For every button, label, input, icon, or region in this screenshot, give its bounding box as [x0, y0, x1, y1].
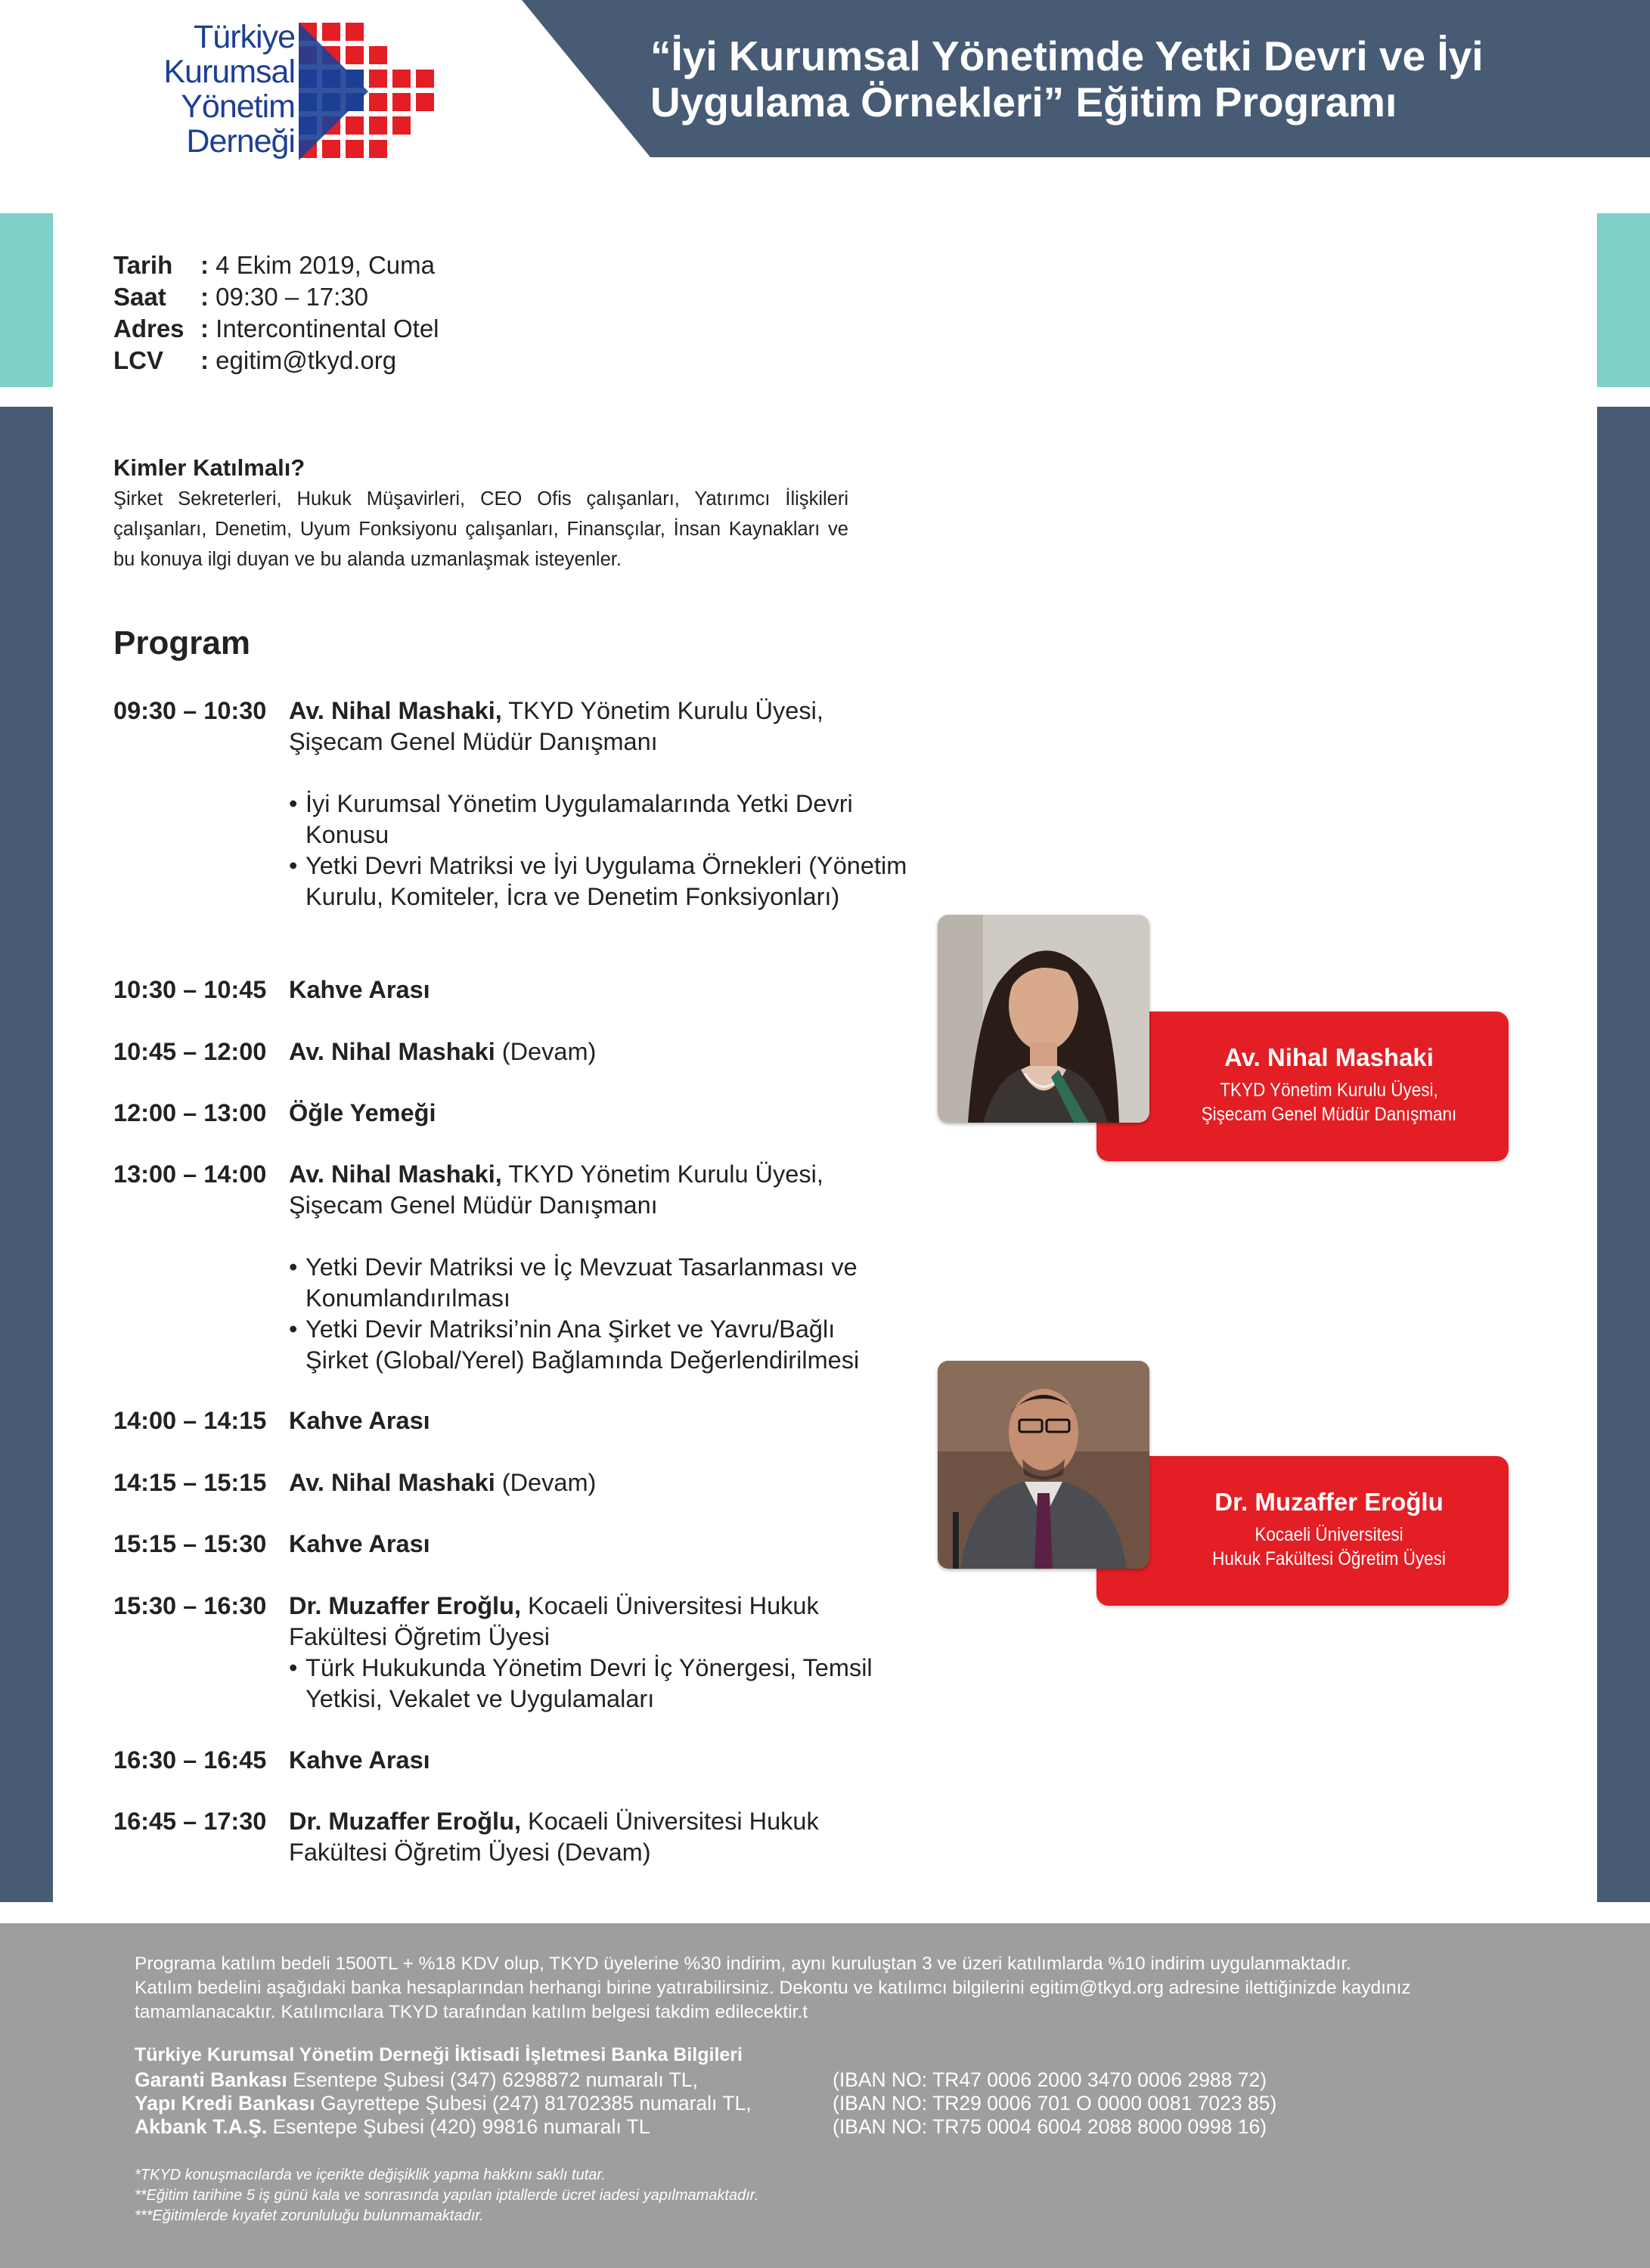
speaker-photo-1 — [938, 915, 1149, 1123]
topic-item: • Yetki Devir Matriksi’nin Ana Şirket ve Yavru/Bağlı Şirket (Global/Yerel) Bağlamında Değerlendirilmesi — [289, 1315, 860, 1374]
speaker-card-1 — [1096, 1012, 1509, 1161]
speaker-photo-2 — [938, 1361, 1149, 1569]
bank-row: Garanti Bankası Esentepe Şubesi (347) 6298872 numaralı TL, (IBAN NO: TR47 0006 2000 3470 0006 2988 72) — [135, 2068, 1267, 2091]
audience-text: Şirket Sekreterleri, Hukuk Müşavirleri, CEO Ofis çalışanları, Yatırımcı İlişkileri çalışanları, Denetim, Uyum Fonksiyonu çalışanları, Finansçılar, İnsan Kaynakları ve bu konuya ilgi duyan ve bu alanda uzmanlaşmak isteyenler. — [113, 488, 848, 570]
program-entry: 16:30 – 16:45 Kahve Arası — [113, 1746, 430, 1774]
speaker-role: TKYD Yönetim Kurulu Üyesi, Şişecam Genel Müdür Danışmanı — [1201, 1080, 1457, 1125]
left-slate-bar — [0, 407, 53, 1902]
program-entry: 14:15 – 15:15 Av. Nihal Mashaki (Devam) — [113, 1469, 597, 1496]
footer — [0, 1923, 1650, 2268]
program-title: Program — [113, 624, 250, 662]
program-entry: 10:30 – 10:45 Kahve Arası — [113, 976, 430, 1003]
logo-text: Türkiye Kurumsal Yönetim Derneği — [163, 19, 295, 160]
info-row-time: Saat : 09:30 – 17:30 — [113, 283, 369, 311]
program-entry: 15:15 – 15:30 Kahve Arası — [113, 1530, 430, 1557]
audience-section — [113, 452, 848, 575]
program-entry: 16:45 – 17:30 Dr. Muzaffer Eroğlu, Kocaeli Üniversitesi Hukuk Fakültesi Öğretim Üyesi (Devam) — [113, 1808, 819, 1866]
program-entry: 15:30 – 16:30 Dr. Muzaffer Eroğlu, Kocaeli Üniversitesi Hukuk Fakültesi Öğretim Üyesi • Türk Hukukunda Yönetim Devri İç Yönergesi, Temsil Yetkisi, Vekalet ve Uygulamaları — [113, 1591, 915, 1715]
speaker-name: Dr. Muzaffer Eroğlu — [1214, 1488, 1444, 1516]
speaker-role: Kocaeli Üniversitesi Hukuk Fakültesi Öğretim Üyesi — [1212, 1524, 1446, 1569]
logo-grid-icon — [299, 23, 435, 160]
program-entry: 12:00 – 13:00 Öğle Yemeği — [113, 1099, 436, 1126]
bank-row: Akbank T.A.Ş. Esentepe Şubesi (420) 99816 numaralı TL (IBAN NO: TR75 0004 6004 2088 8000 0998 16) — [135, 2115, 1267, 2138]
audience-title: Kimler Katılmalı? — [113, 454, 305, 481]
fee-info: Programa katılım bedeli 1500TL + %18 KDV olup, TKYD üyelerine %30 indirim, aynı kuruluştan 3 ve üzeri katılımlarda %10 indirim uygulanmaktadır. Katılım bedelini aşağıdaki banka hesaplarından herhangi birine yatırabilirsiniz. Dekontu ve katılımcı bilgilerini egitim@tkyd.org adresine ilettiğinizde kaydınız tamamlanacaktır. Katılımcılara TKYD tarafından katılım belgesi takdim edilecektir.t — [135, 1954, 1411, 2022]
bank-row: Yapı Kredi Bankası Gayrettepe Şubesi (247) 81702385 numaralı TL, (IBAN NO: TR29 0006 701 O 0000 0081 7023 85) — [135, 2092, 1277, 2115]
info-row-rsvp: LCV : egitim@tkyd.org — [113, 345, 439, 376]
bank-list — [135, 2068, 1276, 2139]
right-slate-bar — [1597, 407, 1650, 1902]
left-teal-bar — [0, 213, 53, 387]
info-row-date: Tarih : 4 Ekim 2019, Cuma — [113, 251, 435, 279]
program-entry: 14:00 – 14:15 Kahve Arası — [113, 1407, 430, 1434]
footnotes: *TKYD konuşmacılarda ve içerikte değişiklik yapma hakkını saklı tutar. **Eğitim tarihine 5 iş günü kala ve sonrasında yapılan iptallerde ücret iadesi yapılmamaktadır. ***Eğitimlerde kıyafet zorunluluğu bulunmamaktadır. — [135, 2167, 759, 2224]
bank-title: Türkiye Kurumsal Yönetim Derneği İktisadi İşletmesi Banka Bilgileri — [135, 2044, 743, 2065]
title-line-1: “İyi Kurumsal Yönetimde Yetki Devri ve İyi — [650, 33, 1484, 79]
program-entry: 10:45 – 12:00 Av. Nihal Mashaki (Devam) — [113, 1038, 597, 1065]
speaker-name: Av. Nihal Mashaki — [1224, 1043, 1434, 1071]
speaker-card-2 — [1096, 1456, 1509, 1606]
rsvp-email[interactable]: egitim@tkyd.org — [216, 346, 397, 374]
program-entry: 13:00 – 14:00 Av. Nihal Mashaki, TKYD Yönetim Kurulu Üyesi, Şişecam Genel Müdür Danışmanı • Yetki Devir Matriksi ve İç Mevzuat Tasarlanması ve Konumlandırılması • Yetki Devir Matriksi’nin Ana Şirket ve Yavru/Bağlı Şirket (Global/Yerel) Bağlamında Değerlendirilmesi — [113, 1159, 915, 1376]
right-teal-bar — [1597, 213, 1650, 387]
topic-item: • Türk Hukukunda Yönetim Devri İç Yönergesi, Temsil Yetkisi, Vekalet ve Uygulamaları — [289, 1654, 873, 1712]
topic-item: • Yetki Devri Matriksi ve İyi Uygulama Örnekleri (Yönetim Kurulu, Komiteler, İcra ve Denetim Fonksiyonları) — [289, 852, 907, 910]
program-entry: 09:30 – 10:30 Av. Nihal Mashaki, TKYD Yönetim Kurulu Üyesi, Şişecam Genel Müdür Danışmanı • İyi Kurumsal Yönetim Uygulamalarında Yetki Devri Konusu • Yetki Devri Matriksi ve İyi Uygulama Örnekleri (Yönetim Kurulu, Komiteler, İcra ve Denetim Fonksiyonları) — [113, 696, 915, 912]
page-title — [650, 33, 1588, 125]
title-line-2: Uygulama Örnekleri” Eğitim Programı — [650, 79, 1397, 125]
event-info — [113, 249, 439, 376]
topic-item: • Yetki Devir Matriksi ve İç Mevzuat Tasarlanması ve Konumlandırılması — [289, 1253, 858, 1312]
topic-item: • İyi Kurumsal Yönetim Uygulamalarında Yetki Devri Konusu — [289, 790, 853, 848]
info-row-address: Adres : Intercontinental Otel — [113, 314, 439, 342]
